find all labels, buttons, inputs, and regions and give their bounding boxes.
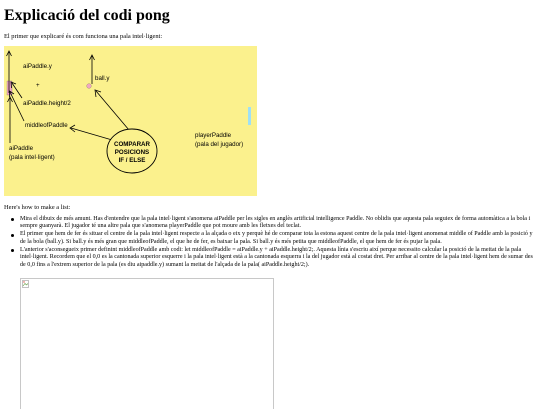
list-item: L'anterior s'aconsegueix primer definint middleofPaddle amb codi: let middleofPaddle = aiPaddle.y + aiPaddle.height/2;. Aquesta línia s'escriu així perque necessito calcular la posició de la meitat de la pala intel·ligent. Recordem que el 0,0 es la cantonada superior esquerre i la pala intel·ligent està a la cantonada esquerra i la del jugador està al costat dret. Per arribar al centre de la pala intel·ligent hem de sumar des de 0,0 fins a l'extrem superior de la pala (es diu aipaddle.y) sumant la meitat de l'alçada de la pala( aiPaddle.height/2;).	[20, 246, 533, 268]
intro-paragraph: El primer que explicaré és com funciona una pala intel·ligent:	[4, 33, 163, 40]
label-playerpaddle-desc: (pala del jugador)	[195, 141, 244, 148]
middleofpaddle-arrow	[10, 92, 24, 121]
player-paddle	[248, 107, 251, 125]
howto-paragraph: Here's how to make a list:	[4, 204, 71, 211]
label-compare-1: COMPARAR	[114, 141, 150, 148]
label-aipaddle-desc: (pala intel·ligent)	[9, 154, 55, 161]
label-aipaddle-name: aiPaddle	[9, 145, 34, 152]
aipaddle-height-arrow	[12, 83, 22, 98]
compare-arrow-up	[96, 91, 129, 130]
label-aipaddle-y: aiPaddle.y	[23, 63, 52, 70]
broken-image-icon	[22, 280, 29, 288]
broken-image	[20, 278, 274, 409]
label-playerpaddle-name: playerPaddle	[195, 132, 232, 139]
label-compare-2: POSICIONS	[114, 149, 150, 156]
page-title: Explicació del codi pong	[4, 7, 170, 24]
label-ball-y: ball.y	[95, 75, 110, 82]
list-item: Mira el dibuix de més amunt. Has d'entendre que la pala intel·ligent s'anomena aiPaddle per les sigles en anglès artificial intelligence Paddle. No oblidis que aquesta pala seguiex de forma automàtica a la bola i sempre guanyarà. El jugador té una altre pala que s'anomena playerPaddle que pot moure amb les fletxes del teclat.	[20, 216, 534, 231]
list-item: El primer que hem de fer és situar el centre de la pala intel·ligent respecte a la alçada o eix y perquè hé de comparar tota la estona aquest centre de la pala intel·ligent anomenat middle of Paddle amb la posició y de la bola (ball.y). Si ball.y és més gran que middleofPaddle, el que he de fer, es baixar la pala. Si ball.y és més petita que middleofPaddle, el que hem de fer és pujar la pala.	[20, 231, 533, 245]
label-compare-3: IF / ELSE	[118, 157, 146, 164]
label-middleofpaddle: middleofPaddle	[25, 122, 68, 129]
pong-diagram	[4, 46, 257, 196]
ball	[87, 84, 92, 89]
label-plus: +	[36, 82, 40, 89]
label-aipaddle-height: aiPaddle.height/2	[23, 100, 71, 107]
explanation-list	[20, 216, 534, 270]
